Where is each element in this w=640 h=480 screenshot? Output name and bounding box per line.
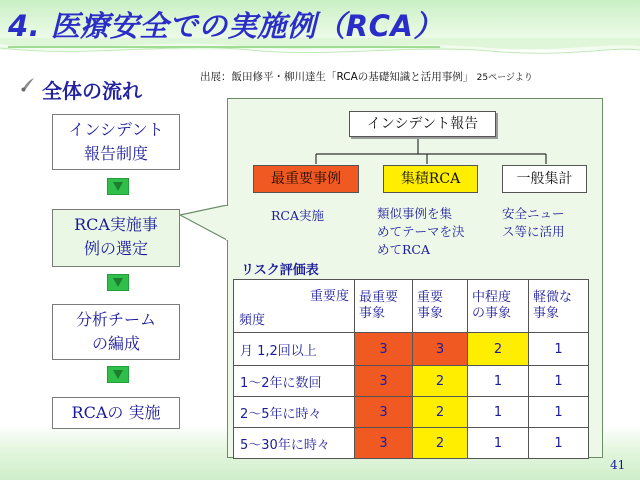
risk-level-cell: 3 (355, 333, 413, 366)
branch-note-line: めてRCA (377, 242, 431, 257)
risk-level-cell: 2 (413, 428, 468, 459)
risk-level-cell: 3 (355, 366, 413, 397)
section-heading: 全体の流れ (42, 79, 142, 103)
risk-table-column-header (413, 280, 468, 333)
risk-level-cell: 2 (468, 333, 529, 366)
branch-note-line: めてテーマを決 (377, 224, 465, 239)
flow-step-incident-reporting (52, 114, 180, 170)
column-header-line: 事象 (417, 306, 444, 321)
tree-branch-aggregate-rca (383, 165, 478, 193)
risk-level-cell: 1 (529, 366, 589, 397)
column-header-line: 事象 (359, 306, 386, 321)
column-header-line: 重要 (417, 290, 444, 305)
risk-table-row (234, 428, 589, 459)
risk-table-row (234, 397, 589, 428)
risk-table-corner-cell (234, 280, 355, 333)
risk-level-cell: 2 (413, 397, 468, 428)
risk-table-header-row (234, 280, 589, 333)
branch-note-line: RCA実施 (271, 208, 325, 223)
frequency-label: 5～30年に時々 (234, 428, 355, 459)
brush-bullet-icon (20, 76, 36, 92)
branch-note-critical (271, 207, 324, 225)
risk-level-cell: 1 (529, 333, 589, 366)
source-citation (200, 69, 533, 84)
column-header-line: 最重要 (359, 290, 399, 305)
frequency-label: 2～5年に時々 (234, 397, 355, 428)
tree-branch-label: 集積RCA (400, 171, 461, 187)
down-arrow-icon (107, 366, 129, 383)
risk-level-cell: 3 (355, 397, 413, 428)
frequency-label: 1～2年に数回 (234, 366, 355, 397)
risk-table-column-header (355, 280, 413, 333)
frequency-label: 月 1,2回以上 (234, 333, 355, 366)
flow-step-line: 報告制度 (83, 144, 148, 163)
source-text: 出展：飯田修平・柳川達生「RCAの基礎知識と活用事例」 (200, 71, 474, 83)
branch-note-line: ス等に活用 (502, 224, 565, 239)
flow-step-line: の編成 (91, 334, 140, 353)
flow-step-team-formation (52, 304, 180, 360)
severity-axis-label: 重要度 (309, 289, 349, 304)
flow-step-rca-case-selection (52, 209, 180, 267)
tree-branch-label: 最重要事例 (271, 171, 341, 187)
branch-note-aggregate (377, 205, 465, 259)
tree-branch-general-statistics (502, 165, 587, 193)
flow-step-line: インシデント (68, 120, 164, 139)
risk-level-cell: 1 (529, 428, 589, 459)
flow-step-line: 例の選定 (83, 239, 148, 258)
column-header-line: 軽微な (533, 290, 573, 305)
flow-step-line: RCA実施事 (74, 215, 158, 234)
tree-root-label: インシデント報告 (366, 116, 479, 132)
risk-table-row (234, 366, 589, 397)
column-header-line: の事象 (472, 306, 512, 321)
risk-table-column-header (529, 280, 589, 333)
callout-join (226, 206, 229, 240)
slide-title: 4. 医療安全での実施例（RCA） (8, 9, 443, 43)
frequency-axis-label: 頻度 (239, 313, 266, 328)
branch-note-line: 安全ニュー (502, 206, 565, 221)
down-arrow-icon (107, 178, 129, 195)
page-number: 41 (610, 458, 626, 472)
branch-note-general (502, 205, 565, 241)
flow-step-line: 分析チーム (75, 310, 156, 329)
down-arrow-icon (107, 274, 129, 291)
risk-level-cell: 2 (413, 366, 468, 397)
risk-evaluation-table (233, 279, 589, 459)
title-underline (8, 46, 440, 48)
risk-level-cell: 1 (468, 397, 529, 428)
risk-table-title: リスク評価表 (241, 263, 319, 278)
risk-table-row (234, 333, 589, 366)
risk-level-cell: 3 (413, 333, 468, 366)
branch-note-line: 類似事例を集 (377, 206, 453, 221)
risk-level-cell: 1 (529, 397, 589, 428)
tree-branch-label: 一般集計 (516, 171, 573, 187)
risk-table-column-header (468, 280, 529, 333)
flow-step-rca-execution (52, 397, 180, 429)
flow-step-line: RCAの 実施 (71, 403, 161, 422)
risk-level-cell: 3 (355, 428, 413, 459)
connector-callout (180, 205, 228, 245)
tree-branch-critical-cases (253, 165, 359, 193)
tree-root-incident-report (349, 111, 496, 137)
source-pages: 25ページより (476, 73, 533, 83)
column-header-line: 中程度 (472, 290, 512, 305)
risk-level-cell: 1 (468, 366, 529, 397)
column-header-line: 事象 (533, 306, 560, 321)
risk-level-cell: 1 (468, 428, 529, 459)
